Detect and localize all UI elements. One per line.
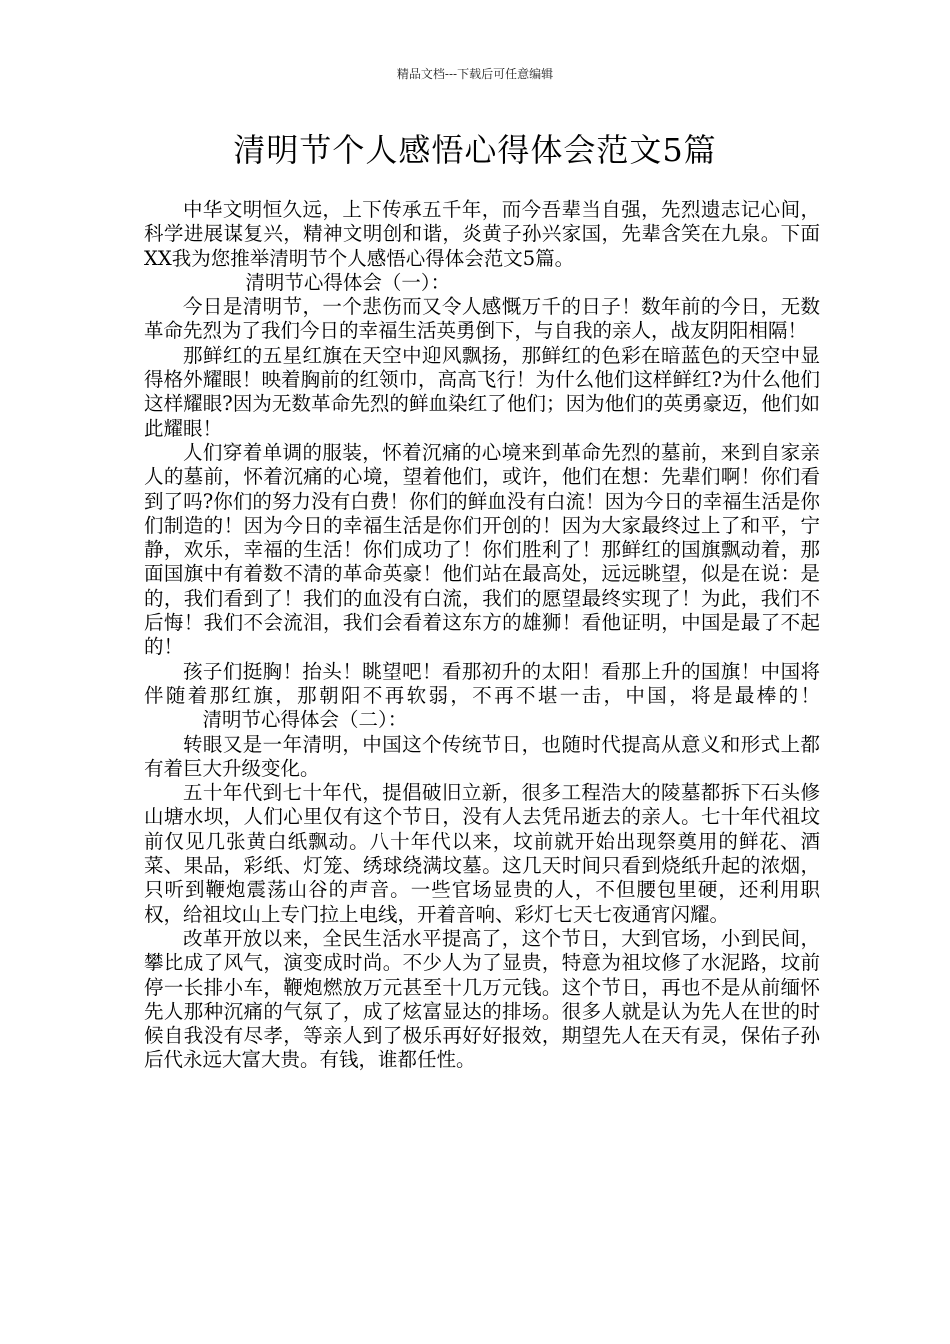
body-paragraph: 转眼又是一年清明，中国这个传统节日，也随时代提高从意义和形式上都有着巨大升级变化。 xyxy=(144,732,820,780)
section-heading-1: 清明节心得体会（一）： xyxy=(245,270,451,294)
intro-paragraph: 中华文明恒久远，上下传承五千年，而今吾辈当自强，先烈遗志记心间，科学进展谋复兴，精神文明创和谐，炎黄子孙兴家国，先辈含笑在九泉。下面XX我为您推举清明节个人感悟心得体会范文5篇。 xyxy=(144,198,820,270)
body-paragraph: 今日是清明节，一个悲伤而又令人感慨万千的日子！数年前的今日，无数革命先烈为了我们今日的幸福生活英勇倒下，与自我的亲人，战友阴阳相隔！ xyxy=(144,295,820,343)
body-paragraph: 五十年代到七十年代，提倡破旧立新，很多工程浩大的陵墓都拆下石头修山塘水坝，人们心里仅有这个节日，没有人去凭吊逝去的亲人。七十年代祖坟前仅见几张黄白纸飘动。八十年代以来，坟前就开始出现祭奠用的鲜花、酒菜、果品，彩纸、灯笼、绣球绕满坟墓。这几天时间只看到烧纸升起的浓烟，只听到鞭炮震荡山谷的声音。一些官场显贵的人，不但腰包里硬，还利用职权，给祖坟山上专门拉上电线，开着音响、彩灯七天七夜通宵闪耀。 xyxy=(144,781,820,926)
section-heading-2: 清明节心得体会（二）： xyxy=(202,708,408,732)
body-paragraph: 人们穿着单调的服装，怀着沉痛的心境来到革命先烈的墓前，来到自家亲人的墓前，怀着沉痛的心境，望着他们，或许，他们在想：先辈们啊！你们看到了吗?你们的努力没有白费！你们的鲜血没有白流！因为今日的幸福生活是你们制造的！因为今日的幸福生活是你们开创的！因为大家最终过上了和平，宁静，欢乐，幸福的生活！你们成功了！你们胜利了！那鲜红的国旗飘动着，那面国旗中有着数不清的革命英豪！他们站在最高处，远远眺望，似是在说：是的，我们看到了！我们的血没有白流，我们的愿望最终实现了！为此，我们不后悔！我们不会流泪，我们会看着这东方的雄狮！看他证明，中国是最了不起的！ xyxy=(144,440,820,659)
body-paragraph: 那鲜红的五星红旗在天空中迎风飘扬，那鲜红的色彩在暗蓝色的天空中显得格外耀眼！映着胸前的红领巾，高高飞行！为什么他们这样鲜红?为什么他们这样耀眼?因为无数革命先烈的鲜血染红了他们；因为他们的英勇豪迈，他们如此耀眼！ xyxy=(144,343,820,440)
body-paragraph: 孩子们挺胸！抬头！眺望吧！看那初升的太阳！看那上升的国旗！中国将伴随着那红旗，那朝阳不再软弱，不再不堪一击，中国，将是最棒的！ xyxy=(144,659,820,707)
page-header-note: 精品文档---下载后可任意编辑 xyxy=(396,67,554,81)
body-paragraph: 改革开放以来，全民生活水平提高了，这个节日，大到官场，小到民间，攀比成了风气，演变成时尚。不少人为了显贵，特意为祖坟修了水泥路，坟前停一长排小车，鞭炮燃放万元甚至十几万元钱。这个节日，再也不是从前缅怀先人那种沉痛的气氛了，成了炫富显达的排场。很多人就是认为先人在世的时候自我没有尽孝，等亲人到了极乐再好好报效，期望先人在天有灵，保佑子孙后代永远大富大贵。有钱，谁都任性。 xyxy=(144,926,820,1072)
document-title: 清明节个人感悟心得体会范文5篇 xyxy=(233,131,717,169)
document-body xyxy=(144,198,820,1073)
body-paragraph-with-heading xyxy=(144,660,820,733)
